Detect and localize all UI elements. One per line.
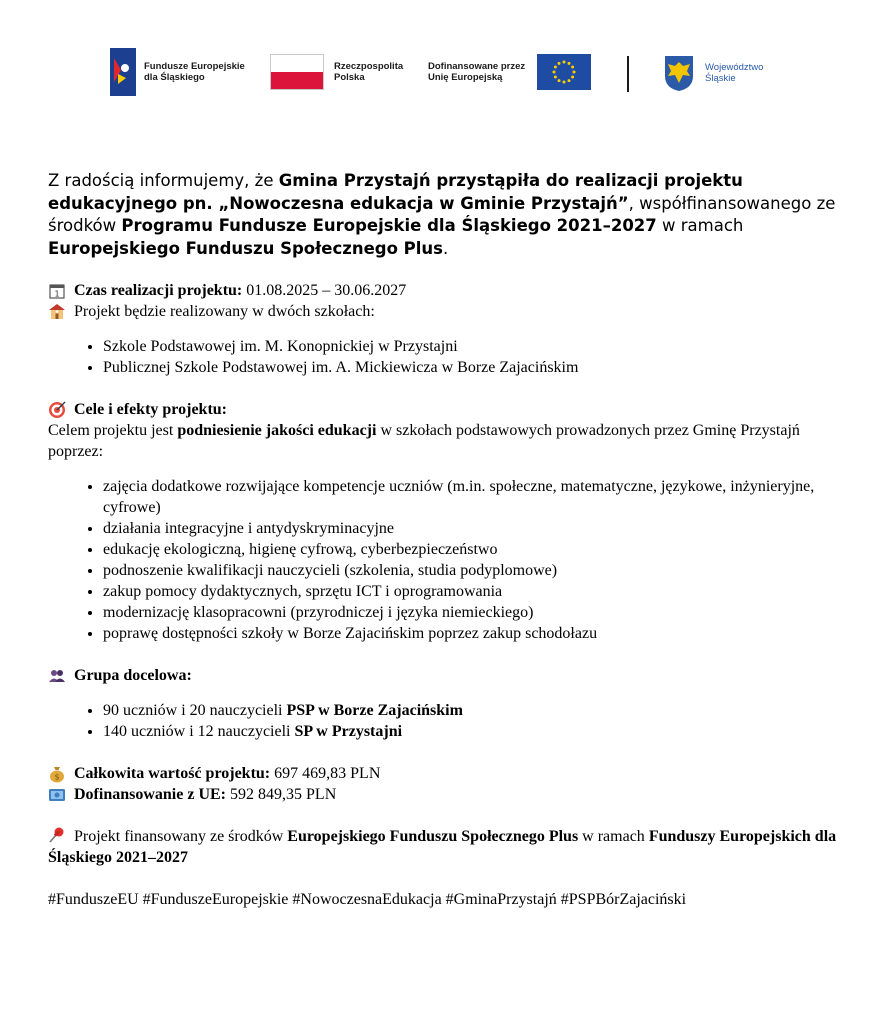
goals-emphasis: podniesienie jakości edukacji [177, 422, 377, 439]
logo-ue-line1: Dofinansowane przez [428, 61, 526, 72]
people-icon [48, 667, 66, 685]
fundusze-europejskie-logo-icon [110, 48, 136, 96]
svg-text:$: $ [54, 772, 60, 781]
logo-ws-line1: Województwo [705, 62, 764, 73]
logo-separator [627, 56, 629, 92]
schools-text: Projekt będzie realizowany w dwóch szkołach: [74, 303, 375, 320]
logo-ue-line2: Unię Europejską [428, 72, 503, 83]
goals-heading: Cele i efekty projektu: [48, 399, 838, 420]
logo-pl-line1: Rzeczpospolita [334, 61, 404, 72]
logo-ws-line2: Śląskie [705, 73, 736, 84]
pushpin-icon [48, 826, 66, 844]
logo-fe-line2: dla Śląskiego [144, 72, 205, 83]
eu-funding-value: 592 849,35 PLN [226, 786, 337, 803]
list-item: • modernizację klasopracowni (przyrodniczej i języka niemieckiego) [103, 602, 838, 623]
list-item: • działania integracyjne i antydyskryminacyjne [103, 518, 838, 539]
list-item: • edukację ekologiczną, higienę cyfrową, cyberbezpieczeństwo [103, 539, 838, 560]
money-bag-icon [48, 765, 66, 783]
logo-wojewodztwo-slaskie [663, 54, 763, 92]
target-list [48, 700, 838, 742]
poland-flag-icon [270, 54, 324, 90]
target-heading: Grupa docelowa: [48, 665, 838, 686]
list-item: • zajęcia dodatkowe rozwijające kompetencje uczniów (m.in. społeczne, matematyczne, językowe, inżynieryjne, cyfrowe) [103, 476, 838, 518]
logo-rzeczpospolita-polska [270, 54, 403, 90]
period-label: Czas realizacji projektu: [74, 282, 243, 299]
list-item: • podnoszenie kwalifikacji nauczycieli (szkolenia, studia podyplomowe) [103, 560, 838, 581]
list-item: • zakup pomocy dydaktycznych, sprzętu ICT i oprogramowania [103, 581, 838, 602]
list-item: • Szkole Podstawowej im. M. Konopnickiej w Przystajni [103, 336, 838, 357]
list-item: • 90 uczniów i 20 nauczycieli PSP w Borze Zajacińskim [103, 700, 838, 721]
school-icon [48, 303, 66, 321]
hashtags: #FunduszeEU #FunduszeEuropejskie #NowoczesnaEdukacja #GminaPrzystajń #PSPBórZajaciński [48, 891, 687, 908]
fund-name: Europejskiego Funduszu Społecznego Plus [48, 238, 443, 258]
eu-funding-line: Dofinansowanie z UE: 592 849,35 PLN [48, 784, 838, 805]
schools-intro [48, 301, 838, 322]
svg-text:1: 1 [54, 289, 60, 298]
list-item: • poprawę dostępności szkoły w Borze Zajacińskim poprzez zakup schodołazu [103, 623, 838, 644]
project-name: Gmina Przystajń przystąpiła do realizacji projektu edukacyjnego pn. „Nowoczesna edukacja w Gminie Przystajń” [48, 171, 743, 213]
program-name: Programu Fundusze Europejskie dla Śląskiego 2021–2027 [121, 216, 657, 235]
logo-fe-line1: Fundusze Europejskie [144, 61, 245, 72]
silesia-eagle-crest-icon [663, 54, 695, 92]
total-value: 697 469,83 PLN [270, 765, 381, 782]
list-item: • Publicznej Szkole Podstawowej im. A. Mickiewicza w Borze Zajacińskim [103, 357, 838, 378]
project-period [48, 280, 838, 301]
calendar-icon [48, 282, 66, 300]
period-value: 01.08.2025 – 30.06.2027 [242, 282, 407, 299]
logo-fundusze-europejskie [110, 48, 245, 96]
logo-pl-line2: Polska [334, 72, 365, 83]
schools-list [48, 336, 838, 378]
logo-bar [0, 40, 873, 110]
target-icon [48, 401, 66, 419]
money-bill-icon [48, 786, 66, 804]
goals-description: Celem projektu jest podniesienie jakości edukacji w szkołach podstawowych prowadzonych przez Gminę Przystajń poprzez: [48, 422, 800, 460]
list-item: • 140 uczniów i 12 nauczycieli SP w Przystajni [103, 721, 838, 742]
intro-paragraph: Z radością informujemy, że Gmina Przystajń przystąpiła do realizacji projektu edukacyjnego pn. „Nowoczesna edukacja w Gminie Przystajń”, współfinansowanego ze środków Programu Fundusze Europejskie dla Śląskiego 2021–2027 w ramach Europejskiego Funduszu Społecznego Plus. [48, 171, 836, 258]
eu-flag-icon [537, 54, 591, 90]
logo-unia-europejska [428, 54, 591, 90]
total-value-line: $ Całkowita wartość projektu: 697 469,83 PLN [48, 763, 838, 784]
goals-list [48, 476, 838, 644]
funding-note: Projekt finansowany ze środków Europejskiego Funduszu Społecznego Plus w ramach Funduszy Europejskich dla Śląskiego 2021–2027 [48, 828, 837, 866]
post-content [48, 170, 838, 910]
